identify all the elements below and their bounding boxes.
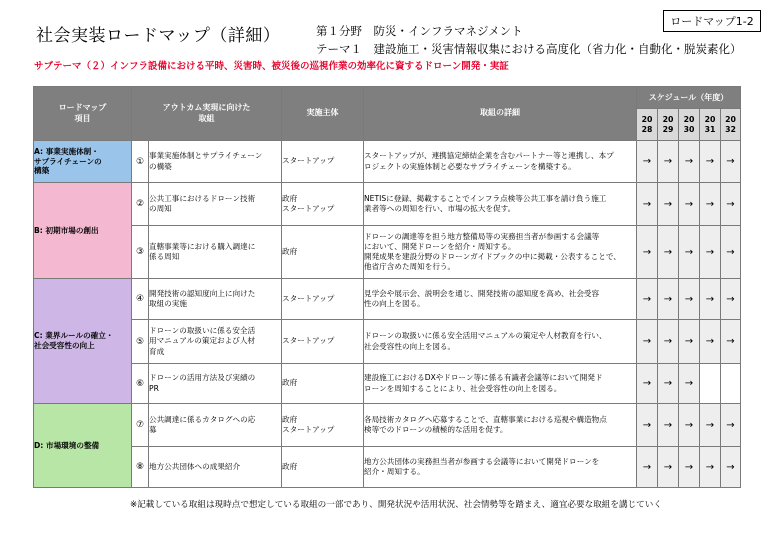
schedule-arrow: → xyxy=(721,320,741,364)
detail-cell: 地方公共団体の実務担当者が参画する会議等において開発ドローンを 紹介・周知する。 xyxy=(364,447,637,488)
actor-cell: 政府 スタートアップ xyxy=(282,183,364,226)
schedule-arrow: → xyxy=(679,404,700,447)
outcome-cell: ドローンの取扱いに係る安全活 用マニュアルの策定および人材 育成 xyxy=(149,320,282,364)
schedule-arrow: → xyxy=(700,447,721,488)
outcome-cell: 公共工事におけるドローン技術 の周知 xyxy=(149,183,282,226)
schedule-arrow: → xyxy=(679,141,700,183)
schedule-arrow: → xyxy=(721,226,741,279)
schedule-arrow: → xyxy=(700,320,721,364)
year-2029: 20 29 xyxy=(658,109,679,141)
outcome-cell: 事業実施体制とサプライチェーン の構築 xyxy=(149,141,282,183)
schedule-arrow: → xyxy=(637,447,658,488)
schedule-arrow: → xyxy=(658,226,679,279)
outcome-cell: 地方公共団体への成果紹介 xyxy=(149,447,282,488)
schedule-arrow: → xyxy=(637,183,658,226)
year-2030: 20 30 xyxy=(679,109,700,141)
schedule-empty-cell xyxy=(700,364,721,404)
schedule-arrow: → xyxy=(721,404,741,447)
schedule-arrow: → xyxy=(679,226,700,279)
actor-cell: 政府 xyxy=(282,364,364,404)
schedule-arrow: → xyxy=(658,183,679,226)
schedule-arrow: → xyxy=(637,364,658,404)
schedule-arrow: → xyxy=(700,226,721,279)
schedule-arrow: → xyxy=(658,141,679,183)
roadmap-item-c: C: 業界ルールの確立・ 社会受容性の向上 xyxy=(34,279,132,404)
row-number: ② xyxy=(132,183,149,226)
header-roadmap-item: ロードマップ 項目 xyxy=(34,87,132,141)
schedule-arrow: → xyxy=(700,183,721,226)
actor-cell: スタートアップ xyxy=(282,320,364,364)
schedule-arrow: → xyxy=(658,404,679,447)
detail-cell: 各局技術カタログへ応募することで、直轄事業における巡視や構造物点 検等でのドローンの積極的な活用を促す。 xyxy=(364,404,637,447)
row-number: ⑦ xyxy=(132,404,149,447)
actor-cell: 政府 スタートアップ xyxy=(282,404,364,447)
schedule-arrow: → xyxy=(637,279,658,320)
schedule-arrow: → xyxy=(658,364,679,404)
row-number: ⑤ xyxy=(132,320,149,364)
detail-cell: NETISに登録、掲載することでインフラ点検等公共工事を請け負う施工 業者等への周知を行い、市場の拡大を促す。 xyxy=(364,183,637,226)
actor-cell: 政府 xyxy=(282,226,364,279)
schedule-arrow: → xyxy=(658,320,679,364)
roadmap-badge: ロードマップ1-2 xyxy=(663,10,761,32)
header-schedule: スケジュール（年度） xyxy=(637,87,741,109)
schedule-arrow: → xyxy=(658,447,679,488)
schedule-empty-cell xyxy=(721,364,741,404)
schedule-arrow: → xyxy=(679,279,700,320)
schedule-arrow: → xyxy=(700,141,721,183)
detail-cell: スタートアップが、連携協定締結企業を含むパートナー等と連携し、本プ ロジェクトの実施体制と必要なサプライチェーンを構築する。 xyxy=(364,141,637,183)
subtheme-label: サブテーマ（２）インフラ設備における平時、災害時、被災後の巡視作業の効率化に資するドローン開発・実証 xyxy=(34,61,509,72)
schedule-arrow: → xyxy=(679,447,700,488)
roadmap-item-b: B: 初期市場の創出 xyxy=(34,183,132,279)
schedule-arrow: → xyxy=(637,141,658,183)
schedule-arrow: → xyxy=(637,320,658,364)
detail-cell: 建設施工におけるDXやドローン等に係る有識者会議等において開発ド ローンを周知することにより、社会受容性の向上を図る。 xyxy=(364,364,637,404)
outcome-cell: ドローンの活用方法及び実績の PR xyxy=(149,364,282,404)
schedule-arrow: → xyxy=(637,404,658,447)
row-number: ① xyxy=(132,141,149,183)
footnote: ※記載している取組は現時点で想定している取組の一部であり、開発状況や活用状況、社会情勢等を踏まえ、適宜必要な取組を講じていく xyxy=(130,500,662,510)
actor-cell: スタートアップ xyxy=(282,141,364,183)
actor-cell: スタートアップ xyxy=(282,279,364,320)
schedule-arrow: → xyxy=(721,183,741,226)
page-title: 社会実装ロードマップ（詳細） xyxy=(36,26,281,46)
header-actor: 実施主体 xyxy=(282,87,364,141)
outcome-cell: 開発技術の認知度向上に向けた 取組の実施 xyxy=(149,279,282,320)
header-detail: 取組の詳細 xyxy=(364,87,637,141)
schedule-arrow: → xyxy=(700,404,721,447)
roadmap-item-d: D: 市場環境の整備 xyxy=(34,404,132,488)
schedule-arrow: → xyxy=(700,279,721,320)
actor-cell: 政府 xyxy=(282,447,364,488)
header-outcome: アウトカム実現に向けた 取組 xyxy=(132,87,282,141)
row-number: ④ xyxy=(132,279,149,320)
schedule-arrow: → xyxy=(721,279,741,320)
theme-label: テーマ１ 建設施工・災害情報収集における高度化（省力化・自動化・脱炭素化） xyxy=(316,42,742,56)
schedule-arrow: → xyxy=(721,141,741,183)
detail-cell: 見学会や展示会、説明会を通じ、開発技術の認知度を高め、社会受容 性の向上を図る。 xyxy=(364,279,637,320)
schedule-arrow: → xyxy=(679,183,700,226)
schedule-arrow: → xyxy=(658,279,679,320)
detail-cell: ドローンの取扱いに係る安全活用マニュアルの策定や人材教育を行い、 社会受容性の向上を図る。 xyxy=(364,320,637,364)
outcome-cell: 直轄事業等における購入調達に 係る周知 xyxy=(149,226,282,279)
row-number: ⑥ xyxy=(132,364,149,404)
year-2032: 20 32 xyxy=(721,109,741,141)
roadmap-item-a: A: 事業実施体制・ サプライチェーンの 構築 xyxy=(34,141,132,183)
detail-cell: ドローンの調達等を担う地方整備局等の実務担当者が参画する会議等 において、開発ドローンを紹介・周知する。 開発成果を建設分野のドローンガイドブックの中に掲載・公表することで、 他省庁含めた周知を行う。 xyxy=(364,226,637,279)
field-label: 第１分野 防災・インフラマネジメント xyxy=(316,24,523,38)
schedule-arrow: → xyxy=(679,320,700,364)
schedule-arrow: → xyxy=(679,364,700,404)
year-2031: 20 31 xyxy=(700,109,721,141)
year-2028: 20 28 xyxy=(637,109,658,141)
roadmap-table xyxy=(33,86,741,488)
schedule-arrow: → xyxy=(721,447,741,488)
row-number: ③ xyxy=(132,226,149,279)
row-number: ⑧ xyxy=(132,447,149,488)
schedule-arrow: → xyxy=(637,226,658,279)
outcome-cell: 公共調達に係るカタログへの応 募 xyxy=(149,404,282,447)
